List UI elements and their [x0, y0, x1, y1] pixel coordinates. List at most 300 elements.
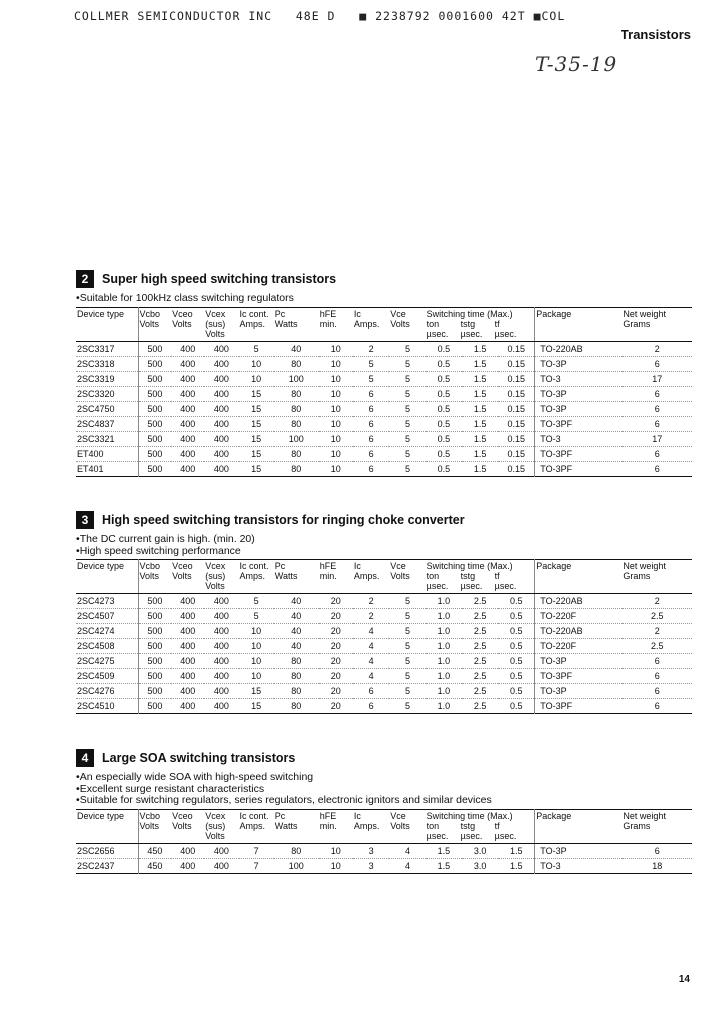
- cell-ic2: 5: [353, 371, 389, 386]
- column-unit: Watts: [274, 318, 298, 329]
- cell-device: 2SC4275: [76, 654, 138, 669]
- cell-pc: 40: [274, 341, 319, 356]
- cell-vceo: 400: [171, 371, 204, 386]
- cell-vcex: 400: [204, 684, 238, 699]
- cell-device: 2SC4507: [76, 609, 138, 624]
- section-title: Large SOA switching transistors: [102, 751, 296, 765]
- cell-ton: 1.0: [426, 639, 462, 654]
- cell-tf: 0.15: [498, 341, 534, 356]
- section-number-badge: 3: [76, 511, 94, 529]
- column-header-device: [76, 809, 138, 843]
- cell-tf: 0.5: [498, 609, 534, 624]
- column-header-ic2: [353, 307, 389, 341]
- cell-ic2: 6: [353, 416, 389, 431]
- cell-vcbo: 500: [138, 624, 171, 639]
- column-header-ic: [239, 809, 274, 843]
- cell-package: TO-220AB: [535, 594, 623, 609]
- section-header: [76, 270, 692, 288]
- cell-tstg: 2.5: [462, 594, 498, 609]
- unit-tstg: µsec.: [460, 328, 483, 339]
- cell-ic2: 6: [353, 684, 389, 699]
- cell-tstg: 2.5: [462, 699, 498, 714]
- cell-tf: 0.15: [498, 446, 534, 461]
- cell-device: 2SC4508: [76, 639, 138, 654]
- column-header-hfe: [319, 560, 353, 594]
- section-title: Super high speed switching transistors: [102, 272, 337, 286]
- bullet-item: • The DC current gain is high. (min. 20): [76, 534, 692, 546]
- cell-package: TO-3P: [535, 684, 623, 699]
- cell-weight: 6: [622, 401, 692, 416]
- cell-vce: 5: [389, 401, 425, 416]
- cell-device: 2SC3318: [76, 356, 138, 371]
- cell-weight: 6: [622, 386, 692, 401]
- section-large-soa: [76, 749, 692, 874]
- cell-vceo: 400: [171, 341, 204, 356]
- cell-weight: 6: [622, 416, 692, 431]
- column-header-package: [535, 809, 623, 843]
- column-label: Vce: [390, 308, 406, 319]
- section-title: High speed switching transistors for ringing choke converter: [102, 513, 465, 527]
- unit-ton: µsec.: [426, 830, 449, 841]
- cell-device: 2SC2437: [76, 858, 138, 873]
- switching-time-label: Switching time (Max.): [426, 308, 513, 319]
- cell-ic2: 4: [353, 639, 389, 654]
- cell-ic2: 4: [353, 654, 389, 669]
- cell-weight: 6: [622, 669, 692, 684]
- column-header-device: [76, 307, 138, 341]
- cell-device: 2SC4276: [76, 684, 138, 699]
- cell-tstg: 1.5: [462, 401, 498, 416]
- column-label: Package: [536, 561, 572, 571]
- column-header-vcex: [204, 560, 238, 594]
- cell-hfe: 10: [319, 431, 353, 446]
- cell-package: TO-3P: [535, 843, 623, 858]
- cell-vcex: 400: [204, 699, 238, 714]
- bullet-list: [76, 534, 692, 557]
- cell-vcbo: 500: [138, 416, 171, 431]
- cell-vce: 5: [389, 386, 425, 401]
- cell-ton: 0.5: [426, 461, 462, 476]
- section-header: [76, 511, 692, 529]
- cell-vce: 4: [389, 858, 425, 873]
- cell-vcbo: 500: [138, 594, 171, 609]
- cell-vce: 5: [389, 639, 425, 654]
- bullet-item: • Suitable for 100kHz class switching regulators: [76, 293, 692, 305]
- cell-device: ET400: [76, 446, 138, 461]
- cell-ic: 15: [239, 699, 274, 714]
- cell-ic2: 6: [353, 386, 389, 401]
- column-header-vceo: [171, 560, 204, 594]
- column-unit: Volts: [139, 571, 160, 581]
- bullet-item: • Excellent surge resistant characteristics: [76, 784, 692, 796]
- column-label: Pc: [274, 561, 286, 571]
- column-label: Ic: [353, 561, 361, 571]
- cell-ic: 15: [239, 684, 274, 699]
- cell-vcbo: 500: [138, 699, 171, 714]
- cell-hfe: 20: [319, 594, 353, 609]
- column-header-vcbo: [138, 307, 171, 341]
- cell-hfe: 20: [319, 699, 353, 714]
- cell-vceo: 400: [171, 356, 204, 371]
- unit-tf: µsec.: [494, 581, 517, 591]
- table-row: [76, 356, 692, 371]
- column-label: Package: [536, 308, 572, 319]
- column-header-tstg: tstg: [460, 820, 476, 831]
- column-label: Vcbo: [139, 308, 161, 319]
- column-label: Vcex (sus): [205, 561, 226, 581]
- cell-ic: 10: [239, 356, 274, 371]
- header-row: [76, 307, 692, 341]
- unit-ton: µsec.: [426, 581, 449, 591]
- column-header-switching-time: [426, 809, 535, 843]
- table-row: [76, 401, 692, 416]
- cell-tstg: 2.5: [462, 669, 498, 684]
- section-ringing-choke: [76, 511, 692, 714]
- spec-table: [76, 307, 692, 477]
- cell-vce: 5: [389, 416, 425, 431]
- cell-vce: 5: [389, 669, 425, 684]
- cell-package: TO-3: [535, 431, 623, 446]
- cell-ton: 0.5: [426, 401, 462, 416]
- cell-weight: 17: [622, 431, 692, 446]
- switching-subheaders: [427, 319, 534, 329]
- cell-ton: 1.5: [426, 843, 462, 858]
- cell-weight: 6: [622, 684, 692, 699]
- cell-pc: 80: [274, 446, 319, 461]
- column-unit: Volts: [390, 820, 410, 831]
- cell-vce: 5: [389, 594, 425, 609]
- cell-tstg: 1.5: [462, 386, 498, 401]
- cell-vcex: 400: [204, 654, 238, 669]
- cell-ic: 5: [239, 609, 274, 624]
- bullet-item: • An especially wide SOA with high-speed switching: [76, 772, 692, 784]
- column-header-tf: tf: [494, 571, 500, 581]
- bullet-list: [76, 293, 692, 305]
- cell-ton: 1.0: [426, 654, 462, 669]
- column-header-tstg: tstg: [460, 318, 476, 329]
- cell-tf: 0.5: [498, 669, 534, 684]
- cell-vceo: 400: [171, 386, 204, 401]
- cell-tstg: 2.5: [462, 684, 498, 699]
- cell-tf: 0.15: [498, 371, 534, 386]
- column-header-ic: [239, 307, 274, 341]
- cell-ic: 15: [239, 446, 274, 461]
- column-unit: Volts: [205, 830, 225, 841]
- column-header-device: [76, 560, 138, 594]
- cell-pc: 80: [274, 669, 319, 684]
- cell-tf: 0.15: [498, 401, 534, 416]
- cell-vcex: 400: [204, 386, 238, 401]
- cell-pc: 80: [274, 843, 319, 858]
- cell-ic: 5: [239, 594, 274, 609]
- column-unit: Volts: [172, 820, 192, 831]
- cell-vcex: 400: [204, 609, 238, 624]
- cell-tstg: 1.5: [462, 446, 498, 461]
- column-label: Ic cont.: [239, 308, 269, 319]
- cell-ic2: 2: [353, 594, 389, 609]
- cell-ton: 1.0: [426, 594, 462, 609]
- cell-vcbo: 500: [138, 341, 171, 356]
- cell-vcex: 400: [204, 594, 238, 609]
- switching-units: [427, 581, 534, 591]
- column-unit: Amps.: [353, 571, 380, 581]
- column-unit: Volts: [172, 571, 192, 581]
- page-category-title: Transistors: [620, 27, 691, 42]
- column-unit: Amps.: [353, 820, 380, 831]
- table-row: [76, 594, 692, 609]
- cell-device: 2SC4273: [76, 594, 138, 609]
- cell-vcex: 400: [204, 858, 238, 873]
- cell-vcbo: 450: [138, 843, 171, 858]
- cell-device: 2SC3317: [76, 341, 138, 356]
- cell-vceo: 400: [171, 858, 204, 873]
- cell-package: TO-3PF: [535, 461, 623, 476]
- cell-ton: 1.0: [426, 624, 462, 639]
- cell-hfe: 20: [319, 639, 353, 654]
- column-label: Vceo: [172, 561, 193, 571]
- cell-weight: 6: [622, 843, 692, 858]
- cell-vce: 5: [389, 356, 425, 371]
- cell-ic: 15: [239, 416, 274, 431]
- column-label: Package: [536, 810, 572, 821]
- table-row: [76, 461, 692, 476]
- column-header-package: [535, 560, 623, 594]
- cell-ton: 0.5: [426, 341, 462, 356]
- column-header-vcbo: [138, 560, 171, 594]
- column-label: hFE min.: [319, 810, 337, 831]
- table-row: [76, 669, 692, 684]
- cell-vceo: 400: [171, 639, 204, 654]
- cell-weight: 2: [622, 624, 692, 639]
- cell-weight: 2: [622, 594, 692, 609]
- cell-vce: 5: [389, 371, 425, 386]
- cell-pc: 80: [274, 386, 319, 401]
- column-header-vcbo: [138, 809, 171, 843]
- cell-device: 2SC4750: [76, 401, 138, 416]
- cell-hfe: 10: [319, 386, 353, 401]
- cell-vcbo: 500: [138, 356, 171, 371]
- column-header-ton: ton: [426, 571, 440, 581]
- cell-ton: 0.5: [426, 446, 462, 461]
- cell-ic: 15: [239, 386, 274, 401]
- table-row: [76, 624, 692, 639]
- cell-package: TO-220F: [535, 639, 623, 654]
- switching-time-label: Switching time (Max.): [426, 561, 513, 571]
- table-row: [76, 416, 692, 431]
- table-row: [76, 609, 692, 624]
- cell-vcbo: 500: [138, 609, 171, 624]
- cell-ton: 1.5: [426, 858, 462, 873]
- cell-tf: 1.5: [498, 843, 534, 858]
- cell-tstg: 2.5: [462, 639, 498, 654]
- cell-vceo: 400: [171, 401, 204, 416]
- cell-ic2: 6: [353, 699, 389, 714]
- column-unit: Volts: [139, 318, 160, 329]
- cell-ic: 7: [239, 858, 274, 873]
- cell-vcex: 400: [204, 639, 238, 654]
- switching-units: [427, 831, 534, 841]
- table-row: [76, 843, 692, 858]
- cell-vcex: 400: [204, 669, 238, 684]
- cell-pc: 80: [274, 461, 319, 476]
- column-header-ic2: [353, 560, 389, 594]
- column-header-vce: [389, 809, 425, 843]
- column-label: Ic cont.: [239, 810, 269, 821]
- column-header-switching-time: [426, 560, 535, 594]
- cell-vcbo: 500: [138, 461, 171, 476]
- cell-package: TO-220AB: [535, 341, 623, 356]
- switching-time-label: Switching time (Max.): [426, 810, 513, 821]
- cell-hfe: 20: [319, 624, 353, 639]
- cell-hfe: 20: [319, 654, 353, 669]
- cell-package: TO-3P: [535, 401, 623, 416]
- cell-vceo: 400: [171, 654, 204, 669]
- unit-tf: µsec.: [494, 328, 517, 339]
- cell-tstg: 1.5: [462, 431, 498, 446]
- column-header-tf: tf: [494, 318, 500, 329]
- cell-tstg: 3.0: [462, 858, 498, 873]
- column-header-vceo: [171, 307, 204, 341]
- column-header-vce: [389, 307, 425, 341]
- cell-pc: 40: [274, 609, 319, 624]
- column-unit: Volts: [390, 318, 410, 329]
- column-label: Vceo: [172, 308, 193, 319]
- column-label: Vcbo: [139, 561, 161, 571]
- table-row: [76, 858, 692, 873]
- cell-pc: 80: [274, 654, 319, 669]
- column-header-weight: [622, 809, 692, 843]
- cell-vcbo: 500: [138, 371, 171, 386]
- cell-hfe: 10: [319, 461, 353, 476]
- cell-hfe: 20: [319, 669, 353, 684]
- cell-vce: 5: [389, 461, 425, 476]
- cell-ic: 15: [239, 431, 274, 446]
- cell-tf: 0.15: [498, 461, 534, 476]
- cell-ic2: 2: [353, 341, 389, 356]
- column-unit: Watts: [274, 571, 298, 581]
- cell-package: TO-3: [535, 858, 623, 873]
- cell-device: 2SC3321: [76, 431, 138, 446]
- cell-tstg: 1.5: [462, 356, 498, 371]
- cell-ic: 15: [239, 401, 274, 416]
- cell-weight: 2: [622, 341, 692, 356]
- cell-tstg: 1.5: [462, 341, 498, 356]
- cell-ton: 1.0: [426, 684, 462, 699]
- cell-ic2: 3: [353, 843, 389, 858]
- cell-ic: 10: [239, 654, 274, 669]
- table-row: [76, 684, 692, 699]
- switching-subheaders: [427, 571, 534, 581]
- column-label: Device type: [77, 308, 125, 319]
- cell-pc: 80: [274, 684, 319, 699]
- column-label: Vceo: [172, 810, 193, 821]
- table-row: [76, 699, 692, 714]
- cell-vceo: 400: [171, 669, 204, 684]
- cell-pc: 40: [274, 639, 319, 654]
- cell-tstg: 1.5: [462, 371, 498, 386]
- section-header: [76, 749, 692, 767]
- cell-tstg: 2.5: [462, 654, 498, 669]
- cell-vceo: 400: [171, 843, 204, 858]
- cell-tf: 0.5: [498, 624, 534, 639]
- cell-device: 2SC4837: [76, 416, 138, 431]
- cell-ic: 15: [239, 461, 274, 476]
- cell-ton: 1.0: [426, 609, 462, 624]
- cell-tstg: 1.5: [462, 461, 498, 476]
- cell-ton: 1.0: [426, 699, 462, 714]
- cell-device: 2SC4274: [76, 624, 138, 639]
- column-unit: Amps.: [239, 571, 266, 581]
- cell-vcbo: 500: [138, 654, 171, 669]
- table-row: [76, 431, 692, 446]
- column-header-hfe: [319, 809, 353, 843]
- cell-weight: 18: [622, 858, 692, 873]
- column-header-switching-time: [426, 307, 535, 341]
- column-label: Net weight Grams: [623, 810, 666, 831]
- cell-hfe: 20: [319, 684, 353, 699]
- column-unit: Volts: [139, 820, 160, 831]
- column-label: Pc: [274, 308, 286, 319]
- cell-vceo: 400: [171, 416, 204, 431]
- cell-vcex: 400: [204, 401, 238, 416]
- cell-tf: 0.5: [498, 594, 534, 609]
- cell-ton: 0.5: [426, 416, 462, 431]
- cell-tstg: 3.0: [462, 843, 498, 858]
- spec-table: [76, 559, 692, 714]
- cell-vcbo: 450: [138, 858, 171, 873]
- cell-vceo: 400: [171, 684, 204, 699]
- cell-pc: 40: [274, 624, 319, 639]
- cell-vceo: 400: [171, 594, 204, 609]
- column-header-vcex: [204, 307, 238, 341]
- cell-vcex: 400: [204, 431, 238, 446]
- cell-package: TO-3P: [535, 356, 623, 371]
- cell-ic2: 2: [353, 609, 389, 624]
- cell-hfe: 10: [319, 858, 353, 873]
- cell-package: TO-3PF: [535, 699, 623, 714]
- cell-pc: 80: [274, 401, 319, 416]
- column-header-hfe: [319, 307, 353, 341]
- column-label: Ic: [353, 810, 361, 821]
- column-header-pc: [274, 307, 319, 341]
- column-label: Device type: [77, 561, 125, 571]
- handwritten-annotation: T-35-19: [535, 52, 618, 76]
- cell-device: 2SC3320: [76, 386, 138, 401]
- cell-tf: 0.5: [498, 654, 534, 669]
- cell-vceo: 400: [171, 609, 204, 624]
- table-row: [76, 654, 692, 669]
- cell-vcbo: 500: [138, 446, 171, 461]
- cell-tstg: 1.5: [462, 416, 498, 431]
- cell-ic2: 6: [353, 446, 389, 461]
- column-header-vceo: [171, 809, 204, 843]
- cell-weight: 6: [622, 699, 692, 714]
- bullet-item: • High speed switching performance: [76, 546, 692, 558]
- table-row: [76, 639, 692, 654]
- cell-vcbo: 500: [138, 639, 171, 654]
- cell-ic: 10: [239, 371, 274, 386]
- unit-ton: µsec.: [426, 328, 449, 339]
- cell-ton: 0.5: [426, 386, 462, 401]
- cell-ton: 1.0: [426, 669, 462, 684]
- cell-vceo: 400: [171, 431, 204, 446]
- column-label: Net weight Grams: [623, 308, 666, 329]
- cell-tstg: 2.5: [462, 609, 498, 624]
- cell-hfe: 10: [319, 371, 353, 386]
- cell-vcex: 400: [204, 843, 238, 858]
- column-header-pc: [274, 809, 319, 843]
- cell-tf: 0.15: [498, 386, 534, 401]
